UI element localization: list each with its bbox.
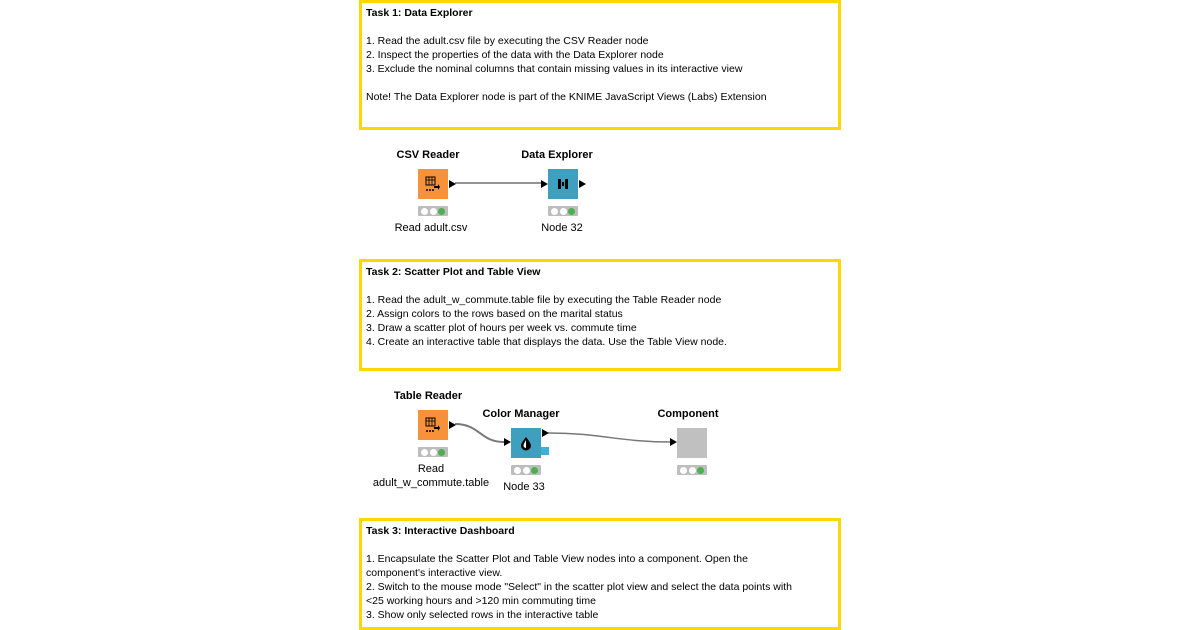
node-status-table-reader — [418, 447, 448, 457]
data-explorer-icon — [555, 176, 571, 192]
node-title-color-manager: Color Manager — [482, 408, 560, 420]
node-label-line: adult_w_commute.table — [372, 477, 490, 489]
node-data-explorer[interactable] — [548, 169, 578, 199]
node-color-manager[interactable] — [511, 428, 541, 458]
node-component[interactable] — [677, 428, 707, 458]
node-status-component — [677, 465, 707, 475]
output-port[interactable] — [449, 421, 456, 429]
annotation-note: Note! The Data Explorer node is part of the KNIME JavaScript Views (Labs) Extension — [366, 91, 767, 103]
input-port[interactable] — [541, 180, 548, 188]
annotation-line: 3. Show only selected rows in the interactive table — [366, 609, 599, 621]
annotation-line: 1. Read the adult_w_commute.table file by executing the Table Reader node — [366, 294, 722, 306]
drop-icon — [518, 435, 534, 451]
node-csv-reader[interactable] — [418, 169, 448, 199]
table-read-icon — [424, 416, 442, 434]
annotation-line: 1. Read the adult.csv file by executing the CSV Reader node — [366, 35, 649, 47]
node-status-color-manager — [511, 465, 541, 475]
annotation-line: 2. Inspect the properties of the data with the Data Explorer node — [366, 49, 664, 61]
output-port[interactable] — [449, 180, 456, 188]
annotation-line: 4. Create an interactive table that displays the data. Use the Table View node. — [366, 336, 727, 348]
node-label-line: Read — [417, 463, 445, 475]
table-read-icon — [424, 175, 442, 193]
node-label-csv-reader[interactable]: Read adult.csv — [394, 222, 468, 234]
node-table-reader[interactable] — [418, 410, 448, 440]
annotation-title: Task 3: Interactive Dashboard — [366, 525, 515, 537]
node-title-component: Component — [657, 408, 719, 420]
color-model-port[interactable] — [541, 447, 549, 455]
connection-reader-to-color-manager[interactable] — [455, 424, 504, 442]
output-port[interactable] — [542, 429, 549, 437]
node-title-data-explorer: Data Explorer — [521, 149, 593, 161]
input-port[interactable] — [504, 438, 511, 446]
node-title-csv-reader: CSV Reader — [396, 149, 460, 161]
annotation-line: 3. Exclude the nominal columns that contain missing values in its interactive view — [366, 63, 743, 75]
annotation-title: Task 2: Scatter Plot and Table View — [366, 266, 541, 278]
node-title-table-reader: Table Reader — [393, 390, 463, 402]
annotation-line: 3. Draw a scatter plot of hours per week vs. commute time — [366, 322, 637, 334]
annotation-line: <25 working hours and >120 min commuting time — [366, 595, 596, 607]
annotation-line: 2. Assign colors to the rows based on the marital status — [366, 308, 623, 320]
input-port[interactable] — [670, 438, 677, 446]
annotation-line: 2. Switch to the mouse mode "Select" in the scatter plot view and select the data points with — [366, 581, 792, 593]
annotation-line: 1. Encapsulate the Scatter Plot and Table View nodes into a component. Open the — [366, 553, 748, 565]
annotation-line: component's interactive view. — [366, 567, 503, 579]
node-label-color-manager[interactable]: Node 33 — [503, 481, 545, 493]
node-status-csv-reader — [418, 206, 448, 216]
annotation-title: Task 1: Data Explorer — [366, 7, 473, 19]
node-label-table-reader[interactable] — [373, 462, 489, 490]
output-port[interactable] — [579, 180, 586, 188]
node-status-data-explorer — [548, 206, 578, 216]
node-label-data-explorer[interactable]: Node 32 — [541, 222, 583, 234]
connection-color-manager-to-component[interactable] — [548, 433, 670, 442]
